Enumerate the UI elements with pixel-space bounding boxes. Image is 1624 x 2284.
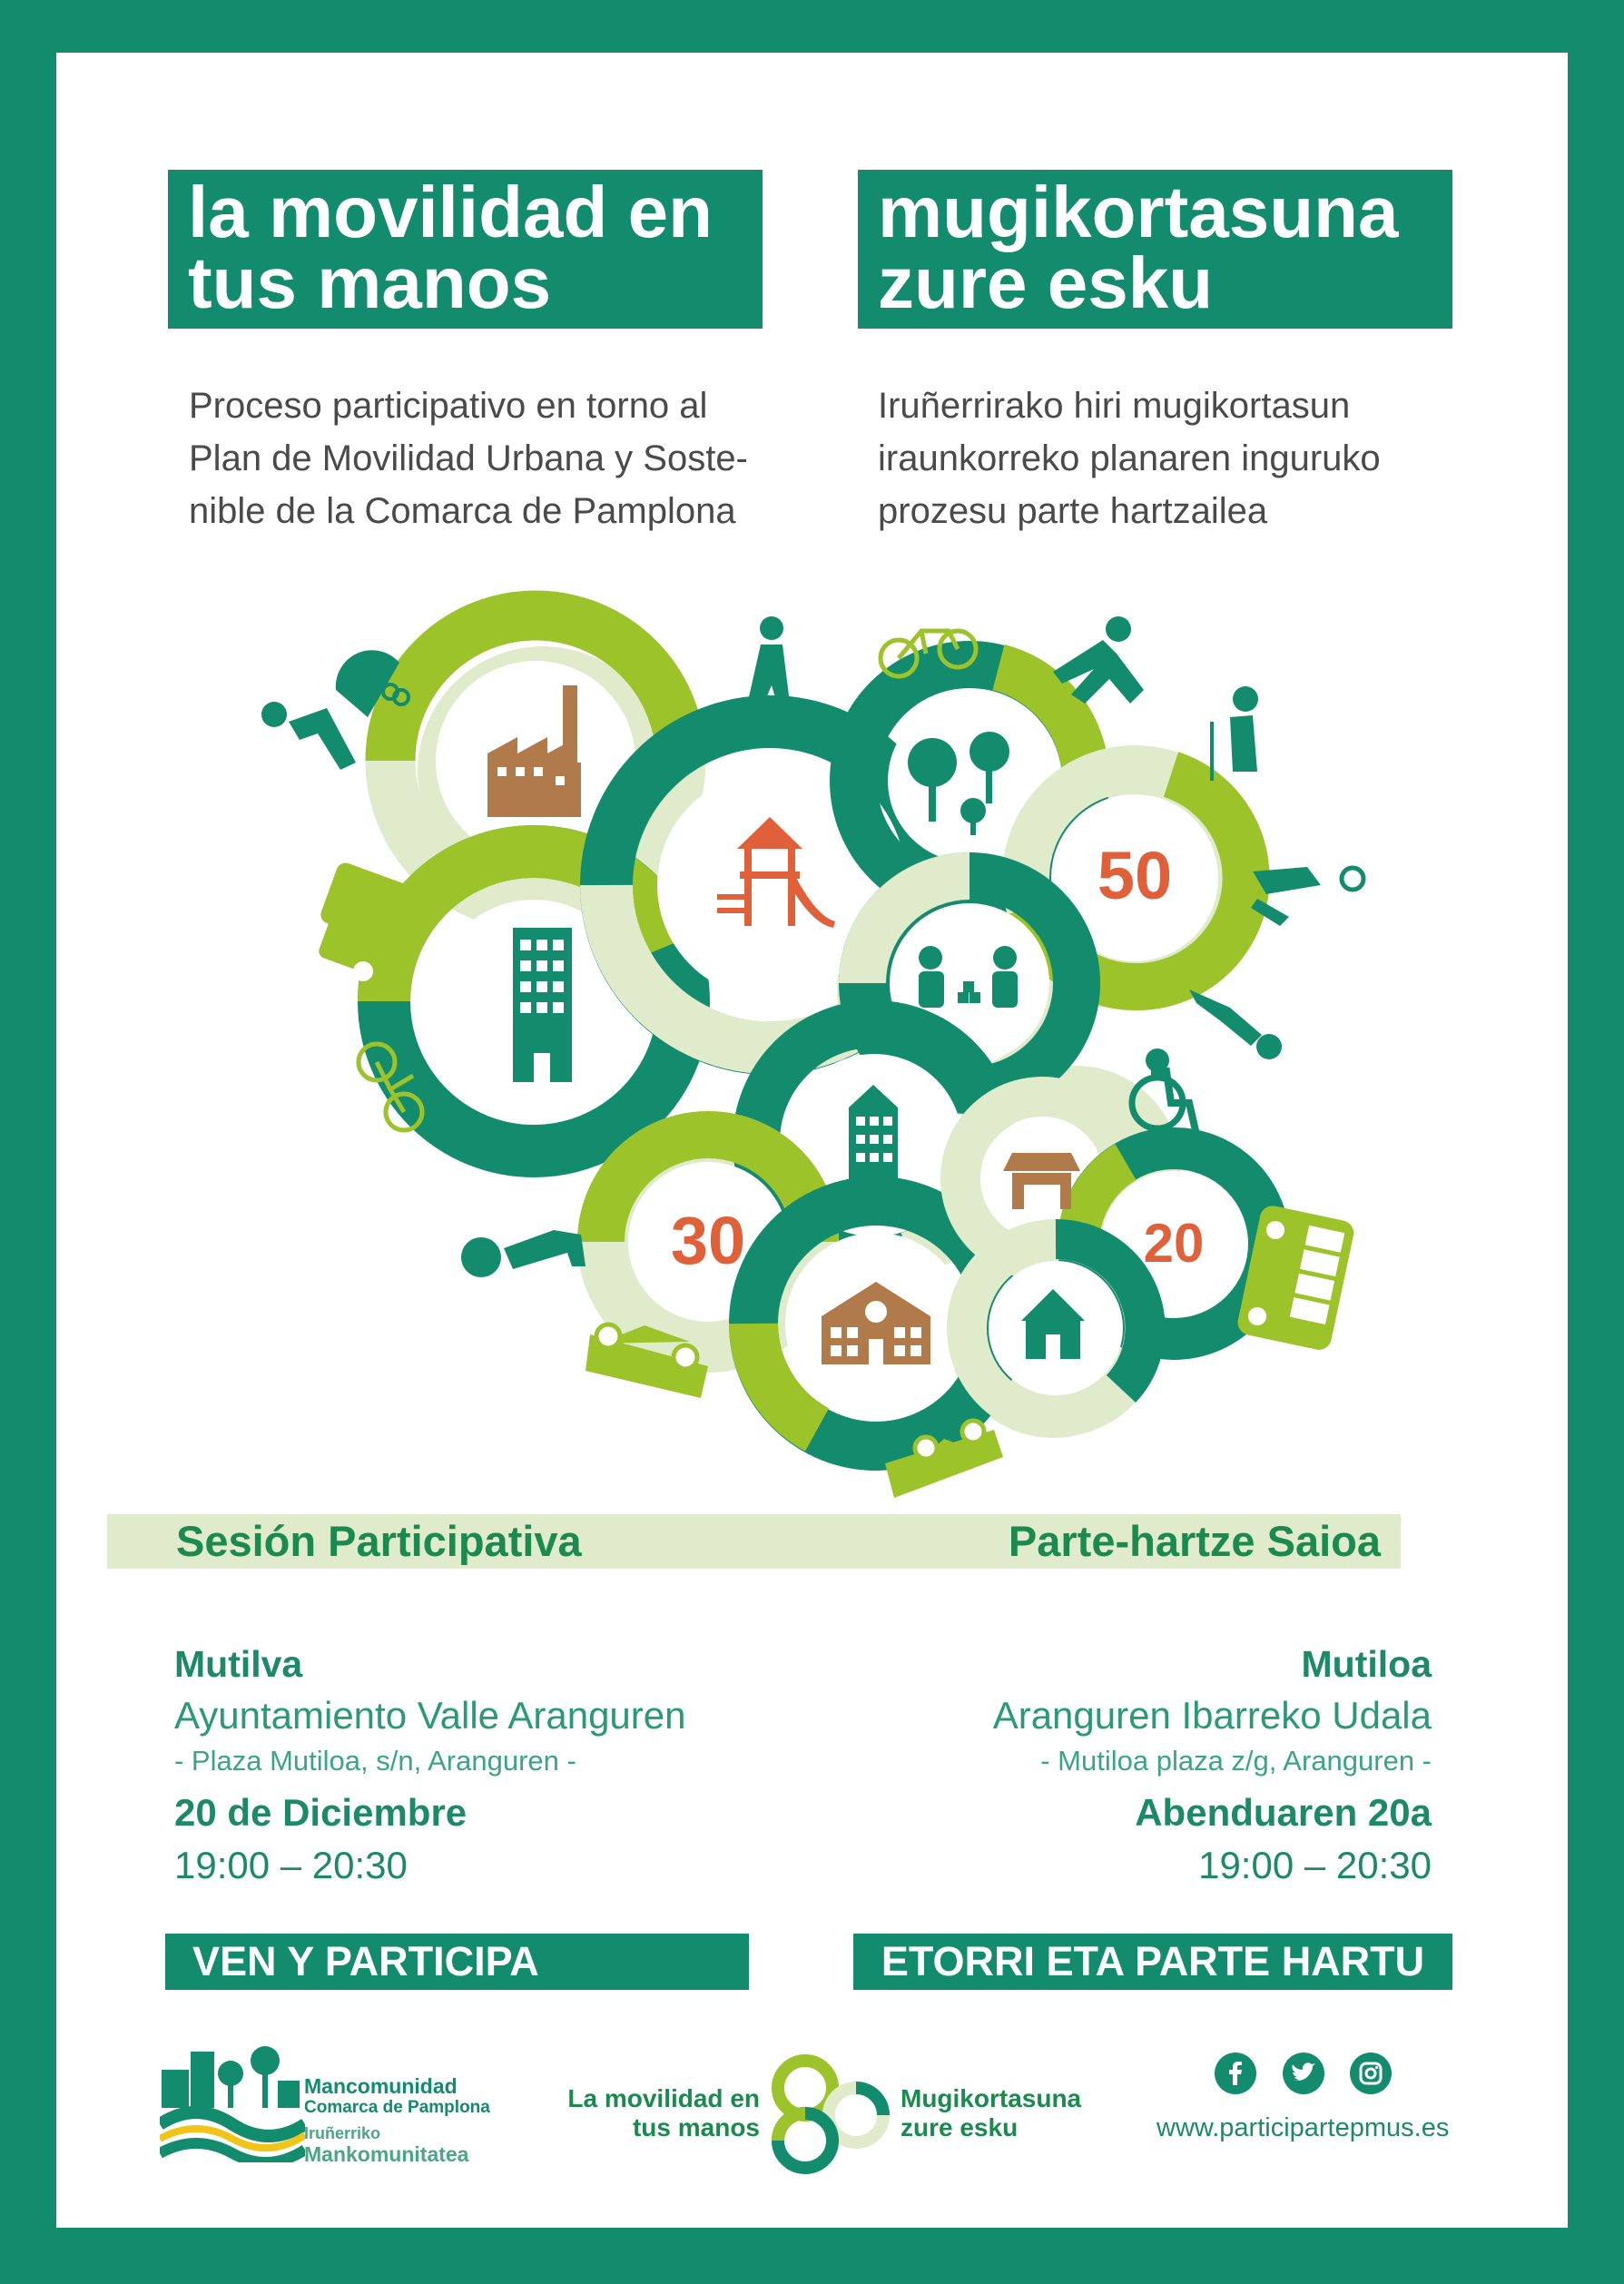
title-eu-line1: mugikortasuna [878, 172, 1399, 252]
apartment-icon [849, 1085, 898, 1191]
speed-label-50: 50 [1097, 838, 1173, 913]
mancomunidad-logo-icon [160, 2044, 305, 2162]
date-eu: Abenduaren 20a [1135, 1791, 1432, 1834]
intro-es-line: nible de la Comarca de Pamplona [189, 491, 736, 531]
intro-es-line: Proceso participativo en torno al [189, 386, 708, 426]
speed-label-30: 30 [670, 1203, 746, 1278]
org-name-line3: Iruñerriko [304, 2124, 381, 2142]
logo-text-eu-line1: Mugikortasuna [901, 2084, 1082, 2112]
facebook-icon[interactable] [1215, 2053, 1256, 2094]
intro-eu-line: Iruñerrirako hiri mugikortasun [878, 386, 1351, 426]
intro-es-line: Plan de Movilidad Urbana y Soste- [189, 438, 748, 478]
logo-text-eu [901, 2084, 1081, 2142]
website-link[interactable]: www.participartepmus.es [1156, 2113, 1450, 2142]
title-es-line2: tus manos [188, 242, 552, 323]
title-eu-line2: zure esku [878, 242, 1214, 323]
session-info-es [174, 1638, 686, 1892]
cta-eu: ETORRI ETA PARTE HARTU [853, 1934, 1452, 1990]
venue-eu: Aranguren Ibarreko Udala [992, 1694, 1432, 1737]
org-name-line2: Comarca de Pamplona [304, 2098, 490, 2117]
address-es: - Plaza Mutiloa, s/n, Aranguren - [174, 1745, 576, 1777]
date-es: 20 de Diciembre [174, 1791, 468, 1834]
org-name-line4: Mankomunitatea [304, 2142, 469, 2166]
movilidad-logo-icon [767, 2050, 894, 2177]
building-icon [513, 928, 572, 1082]
twitter-icon[interactable] [1283, 2053, 1324, 2094]
instagram-icon[interactable] [1350, 2053, 1392, 2094]
logo-text-es [567, 2084, 760, 2142]
time-es: 19:00 – 20:30 [174, 1844, 408, 1886]
time-eu: 19:00 – 20:30 [1198, 1844, 1432, 1886]
intro-eu-line: iraunkorreko planaren inguruko [878, 438, 1381, 478]
session-band [107, 1514, 1401, 1569]
session-info-eu [993, 1638, 1432, 1892]
speed-label-20: 20 [1143, 1213, 1205, 1274]
title-es-line1: la movilidad en [188, 172, 713, 252]
intro-eu-line: prozesu parte hartzailea [878, 491, 1268, 531]
shop-icon [1003, 1153, 1080, 1209]
crawling-child-icon [1189, 989, 1282, 1059]
logo-text-es-line2: tus manos [632, 2113, 760, 2141]
location-eu: Mutiloa [1301, 1643, 1432, 1685]
crawling-adult-icon [461, 1230, 586, 1277]
address-eu: - Mutiloa plaza z/g, Aranguren - [1040, 1745, 1432, 1777]
cta-es: VEN Y PARTICIPA [165, 1934, 749, 1990]
location-es: Mutilva [174, 1643, 303, 1685]
elderly-icon [1210, 686, 1258, 781]
logo-text-es-line1: La movilidad en [567, 2084, 760, 2112]
session-heading-es: Sesión Participativa [176, 1517, 582, 1565]
session-heading-eu: Parte-hartze Saioa [1008, 1517, 1381, 1565]
logo-text-eu-line2: zure esku [901, 2113, 1019, 2141]
org-name-line1: Mancomunidad [304, 2074, 458, 2098]
venue-es: Ayuntamiento Valle Aranguren [174, 1694, 686, 1737]
